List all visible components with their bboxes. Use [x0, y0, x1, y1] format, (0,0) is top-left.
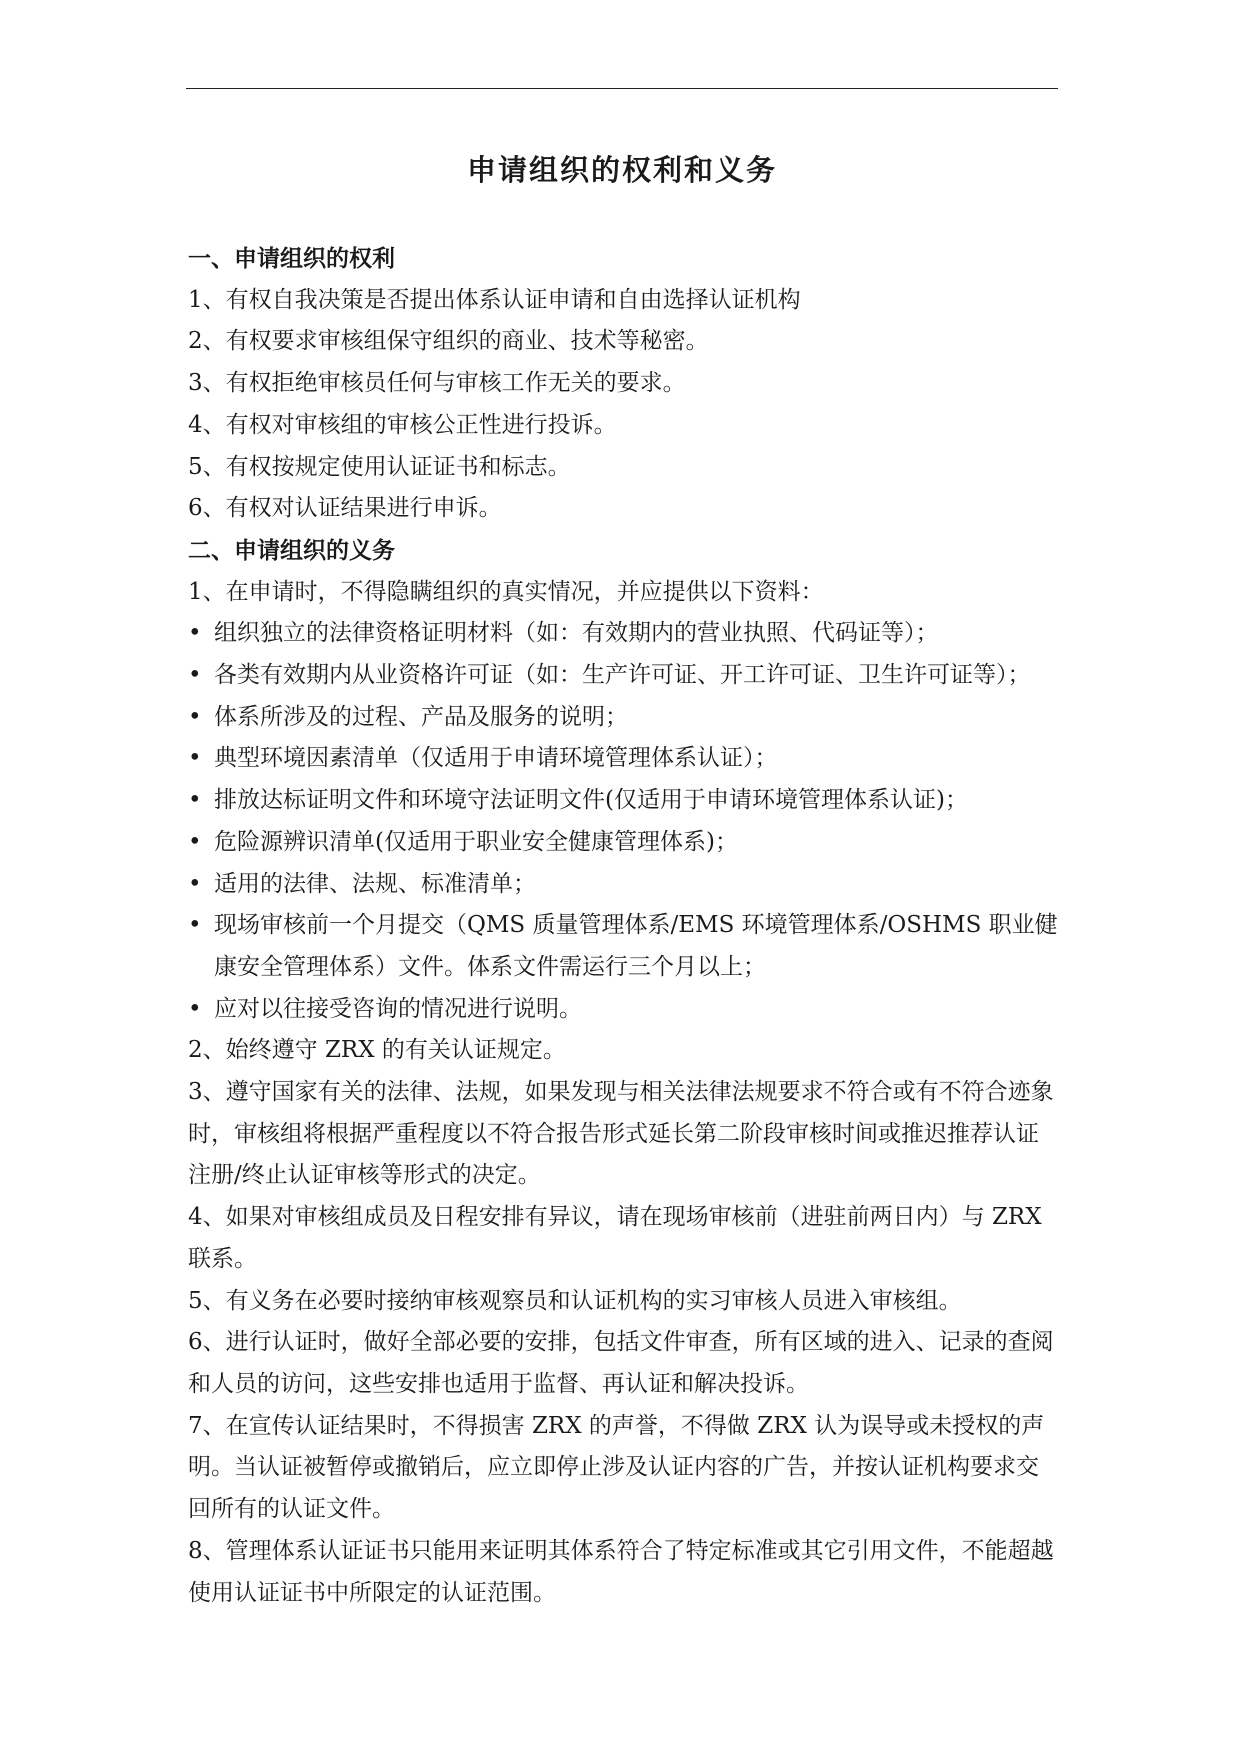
section-heading-obligations: 二、申请组织的义务	[188, 536, 395, 564]
obligations-item-5: 5、有义务在必要时接纳审核观察员和认证机构的实习审核人员进入审核组。	[188, 1287, 962, 1314]
bullet-text: 排放达标证明文件和环境守法证明文件(仅适用于申请环境管理体系认证)；	[214, 787, 968, 814]
rights-item-2: 2、有权要求审核组保守组织的商业、技术等秘密。	[188, 328, 709, 355]
bullet-text: 组织独立的法律资格证明材料（如：有效期内的营业执照、代码证等）；	[214, 620, 939, 647]
obligations-item-6: 6、进行认证时，做好全部必要的安排，包括文件审查，所有区域的进入、记录的查阅和人员的访问，这些安排也适用于监督、再认证和解决投诉。	[188, 1329, 1054, 1397]
bullet-dot: •	[188, 828, 202, 855]
bullet-dot: •	[188, 662, 202, 689]
obligations-item-8: 8、管理体系认证证书只能用来证明其体系符合了特定标准或其它引用文件，不能超越使用认证证书中所限定的认证范围。	[188, 1537, 1054, 1606]
bullet-text: 各类有效期内从业资格许可证（如：生产许可证、开工许可证、卫生许可证等）；	[214, 662, 1031, 689]
material-bullet-4	[188, 738, 1060, 780]
document-body	[188, 238, 1060, 1614]
material-bullet-1	[188, 613, 1060, 655]
material-bullet-6	[188, 822, 1060, 864]
rights-item-5: 5、有权按规定使用认证证书和标志。	[188, 453, 571, 480]
section-heading-rights: 一、申请组织的权利	[188, 245, 395, 272]
bullet-text: 现场审核前一个月提交（QMS 质量管理体系/EMS 环境管理体系/OSHMS 职业健康安全管理体系）文件。体系文件需运行三个月以上；	[214, 912, 1058, 980]
bullet-dot: •	[188, 912, 202, 939]
bullet-text: 典型环境因素清单（仅适用于申请环境管理体系认证）；	[214, 745, 778, 772]
obligations-item-1-intro: 1、在申请时，不得隐瞒组织的真实情况，并应提供以下资料：	[188, 578, 824, 605]
bullet-dot: •	[188, 703, 202, 730]
material-bullet-7	[188, 864, 1060, 906]
bullet-dot: •	[188, 745, 202, 772]
document-title: 申请组织的权利和义务	[466, 153, 777, 187]
bullet-dot: •	[188, 995, 202, 1022]
rights-item-3: 3、有权拒绝审核员任何与审核工作无关的要求。	[188, 370, 686, 397]
material-bullet-3	[188, 697, 1060, 739]
bullet-dot: •	[188, 870, 202, 897]
material-bullet-8	[188, 905, 1060, 988]
material-bullet-9	[188, 989, 1060, 1031]
bullet-dot: •	[188, 620, 202, 647]
obligations-item-3: 3、遵守国家有关的法律、法规，如果发现与相关法律法规要求不符合或有不符合迹象时，审核组将根据严重程度以不符合报告形式延长第二阶段审核时间或推迟推荐认证注册/终止认证审核等形式的决定。	[188, 1079, 1054, 1189]
bullet-text: 适用的法律、法规、标准清单；	[214, 870, 536, 897]
material-bullet-2	[188, 655, 1060, 697]
bullet-dot: •	[188, 787, 202, 814]
material-bullet-5	[188, 780, 1060, 822]
rights-item-6: 6、有权对认证结果进行申诉。	[188, 495, 502, 522]
bullet-text: 危险源辨识清单(仅适用于职业安全健康管理体系)；	[214, 828, 738, 855]
bullet-text: 体系所涉及的过程、产品及服务的说明；	[214, 703, 628, 730]
obligations-item-2: 2、始终遵守 ZRX 的有关认证规定。	[188, 1037, 566, 1064]
obligations-item-4: 4、如果对审核组成员及日程安排有异议，请在现场审核前（进驻前两日内）与 ZRX 联系。	[188, 1204, 1042, 1272]
rights-item-1: 1、有权自我决策是否提出体系认证申请和自由选择认证机构	[188, 286, 801, 313]
header-rule	[186, 88, 1058, 89]
bullet-text: 应对以往接受咨询的情况进行说明。	[214, 995, 582, 1022]
obligations-item-7: 7、在宣传认证结果时，不得损害 ZRX 的声誉，不得做 ZRX 认为误导或未授权的声明。当认证被暂停或撤销后，应立即停止涉及认证内容的广告，并按认证机构要求交回所有的认证文件。	[188, 1412, 1045, 1523]
rights-item-4: 4、有权对审核组的审核公正性进行投诉。	[188, 411, 617, 438]
